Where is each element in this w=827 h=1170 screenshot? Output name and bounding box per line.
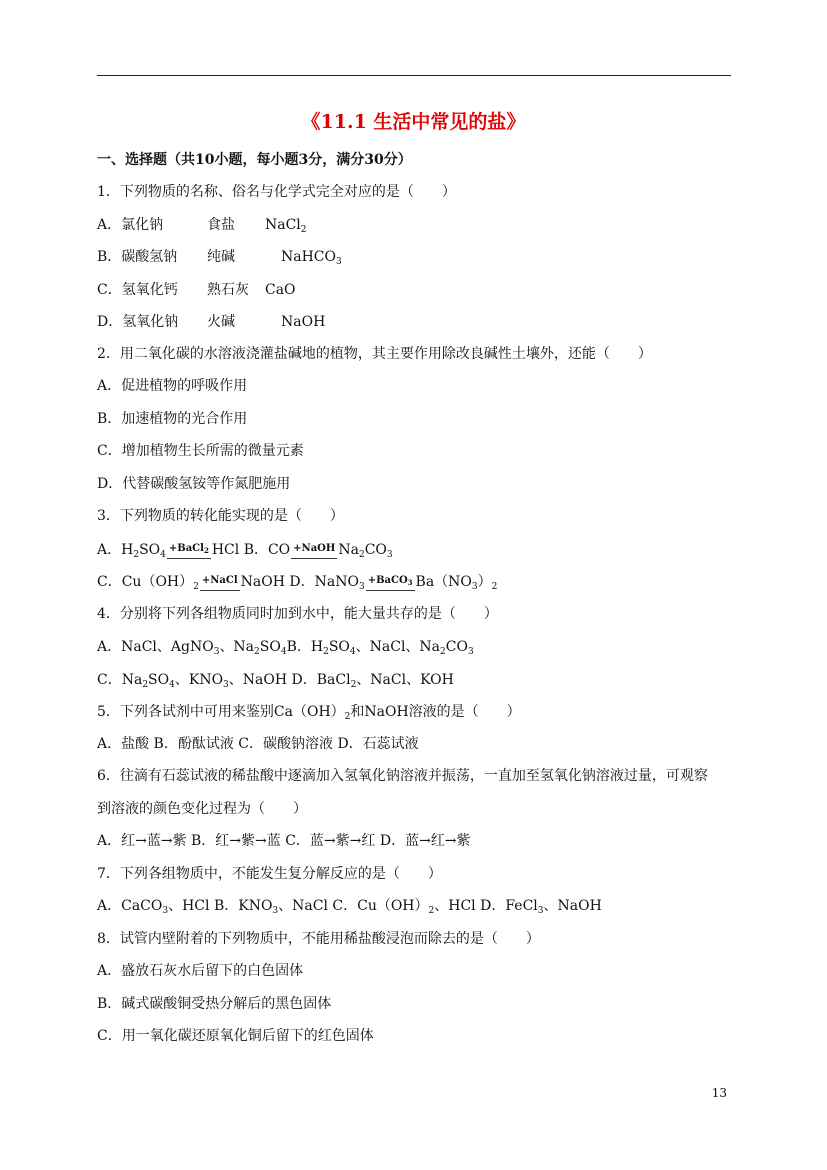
reaction-arrow [200,575,240,591]
q8-option-c: C．用一氧化碳还原氧化铜后留下的红色固体 [97,1028,374,1044]
formula-text: B．H [286,639,324,655]
subscript: 2 [350,680,357,690]
option-name: 纯碱 [207,249,235,265]
subscript: 3 [407,578,413,587]
question-5-stem [97,702,521,722]
q3-options-ab [97,540,393,560]
option-name: 火碱 [207,314,235,330]
formula-text: ） [477,574,492,590]
arrow-reagent: +BaCl [168,543,204,554]
subscript: 2 [440,647,446,657]
q5-options: A．盐酸 B．酚酞试液 C．碳酸钠溶液 D．石蕊试液 [97,736,419,752]
q3-options-cd [97,572,497,592]
option-formula: NaCl [265,217,301,233]
option-formula: NaOH [281,314,326,330]
subscript: 2 [428,906,435,916]
subscript: 4 [160,550,166,560]
section-heading: 一、选择题（共10小题，每小题3分，满分30分） [97,152,412,168]
question-3-stem: 3．下列物质的转化能实现的是（ ） [97,508,344,524]
subscript: 3 [537,906,544,916]
formula-text: 、Na [219,639,255,655]
formula-text: A．NaCl、AgNO [97,639,214,655]
subscript: 3 [272,906,279,916]
formula-text: 、NaOH [543,898,602,914]
question-8-stem: 8．试管内壁附着的下列物质中，不能用稀盐酸浸泡而除去的是（ ） [97,931,540,947]
subscript: 2 [142,680,149,690]
q2-option-d: D．代替碳酸氢铵等作氮肥施用 [97,476,291,492]
formula-text: D．NaNO [289,574,359,590]
formula-text: SO [259,639,281,655]
subscript: 4 [280,647,287,657]
question-6-stem-line1: 6．往滴有石蕊试液的稀盐酸中逐滴加入氢氧化钠溶液并振荡，一直加至氢氧化钠溶液过量，可观察 [97,768,708,784]
formula-text: SO [148,672,170,688]
formula-text: 、HCl B．KNO [168,898,273,914]
subscript: 2 [491,582,498,592]
subscript: 4 [349,647,356,657]
formula-text: 、NaCl、Na [355,639,441,655]
formula-text: 、NaCl C．Cu（OH） [278,898,429,914]
arrow-reagent: +NaOH [293,543,336,554]
q1-option-a [97,215,307,235]
option-formula: NaHCO [281,249,336,265]
formula-text: HCl [211,542,240,558]
q1-option-d [97,312,325,332]
formula-text: C．Cu（OH） [97,574,194,590]
subscript: 3 [358,582,365,592]
formula-text: C．Na [97,672,143,688]
option-label: C．氢氧化钙 [97,282,178,298]
question-4-stem: 4．分别将下列各组物质同时加到水中，能大量共存的是（ ） [97,606,498,622]
page-number: 13 [711,1086,727,1100]
q4-options-ab [97,637,474,657]
subscript: 2 [344,712,351,722]
q2-option-c: C．增加植物生长所需的微量元素 [97,443,304,459]
subscript: 2 [133,550,140,560]
option-formula: CaO [265,282,296,298]
formula-text: 、NaOH D．BaCl [228,672,351,688]
formula-text: SO [139,542,161,558]
formula-text: Ba（NO [415,574,472,590]
subscript: 2 [300,225,307,235]
reaction-arrow [291,543,337,559]
option-name: 食盐 [207,217,235,233]
subscript: 3 [213,647,220,657]
q1-option-b [97,247,342,267]
formula-text: NaOH [240,574,285,590]
stem-text: 和NaOH溶液的是（ ） [350,704,521,720]
formula-text: A．H [97,542,134,558]
formula-text: CO [364,542,387,558]
arrow-reagent: +BaCO [367,575,408,586]
question-6-stem-line2: 到溶液的颜色变化过程为（ ） [97,801,307,817]
subscript: 3 [471,582,478,592]
header-rule [97,75,731,76]
subscript: 2 [254,647,260,657]
q1-option-c [97,280,296,300]
question-2-stem: 2．用二氧化碳的水溶液浇灌盐碱地的植物，其主要作用除改良碱性土壤外，还能（ ） [97,346,652,362]
question-7-stem: 7．下列各组物质中，不能发生复分解反应的是（ ） [97,866,442,882]
subscript: 3 [223,680,229,690]
option-label: A．氯化钠 [97,217,164,233]
subscript: 3 [386,550,393,560]
formula-text: 、NaCl、KOH [356,672,454,688]
reaction-arrow [366,575,415,591]
subscript: 3 [467,647,474,657]
subscript: 2 [193,582,199,592]
formula-text: A．CaCO [97,898,163,914]
subscript: 2 [358,550,365,560]
q2-option-b: B．加速植物的光合作用 [97,411,248,427]
subscript: 3 [162,906,169,916]
question-1-stem: 1．下列物质的名称、俗名与化学式完全对应的是（ ） [97,184,456,200]
option-label: B．碳酸氢钠 [97,249,178,265]
subscript: 2 [323,647,329,657]
option-label: D．氢氧化钠 [97,314,179,330]
formula-text: CO [445,639,468,655]
q8-option-a: A．盛放石灰水后留下的白色固体 [97,963,304,979]
stem-text: 5．下列各试剂中可用来鉴别Ca（OH） [97,704,345,720]
formula-text: 、KNO [174,672,224,688]
reaction-arrow [167,543,211,559]
subscript: 3 [336,257,342,267]
formula-text: Na [338,542,359,558]
document-title: 《11.1 生活中常见的盐》 [301,111,526,133]
subscript: 4 [169,680,175,690]
q8-option-b: B．碱式碳酸铜受热分解后的黑色固体 [97,996,332,1012]
formula-text: 、HCl D．FeCl [434,898,538,914]
q2-option-a: A．促进植物的呼吸作用 [97,378,248,394]
q6-options: A．红→蓝→紫 B．红→紫→蓝 C．蓝→紫→红 D．蓝→红→紫 [97,833,471,849]
option-name: 熟石灰 [207,282,249,298]
subscript: 2 [203,546,209,555]
formula-text: B．CO [243,542,291,558]
formula-text: SO [328,639,350,655]
q4-options-cd [97,670,454,690]
q7-options [97,896,602,916]
arrow-reagent: +NaCl [201,575,238,586]
